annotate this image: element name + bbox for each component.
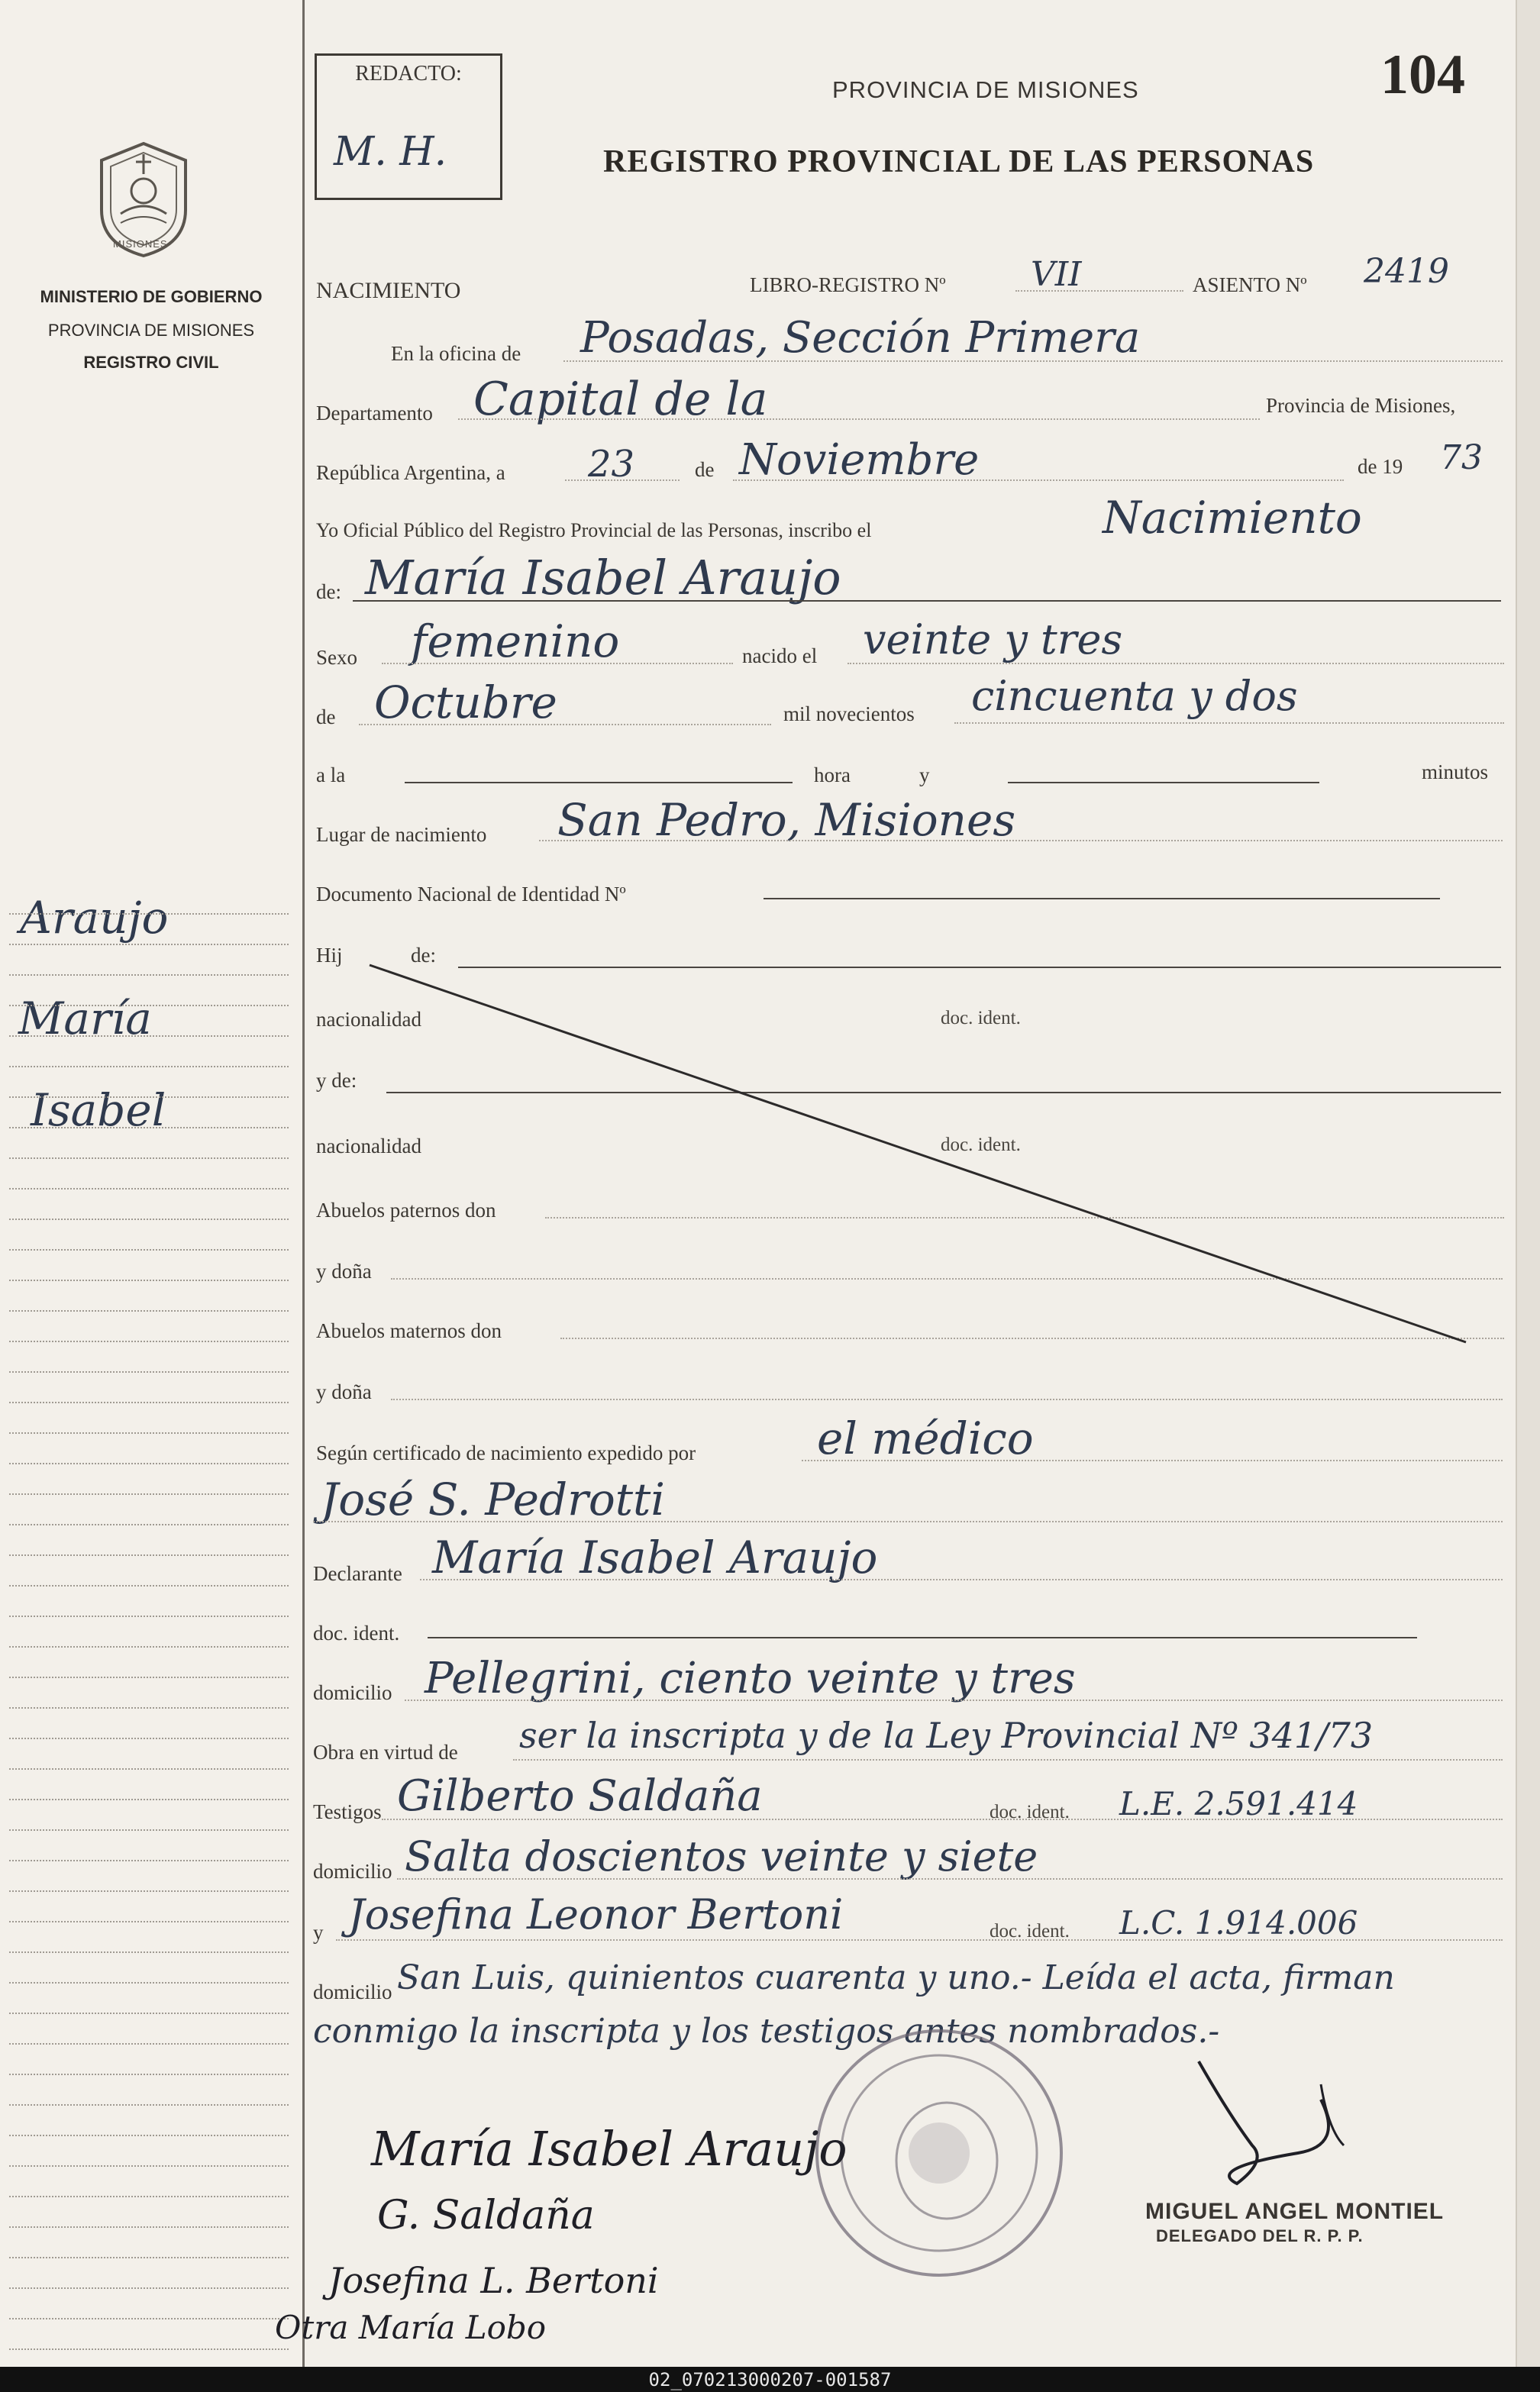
margin-rule [9, 1066, 289, 1067]
name-de-label: de: [316, 580, 341, 603]
declarante-value: María Isabel Araujo [432, 1532, 878, 1583]
hora-label: hora [814, 763, 851, 786]
record-type-label: NACIMIENTO [316, 278, 461, 303]
doc-ident-t1-label: doc. ident. [990, 1802, 1070, 1822]
act-type-value: Nacimiento [1103, 492, 1362, 544]
medico-value: José S. Pedrotti [321, 1474, 665, 1525]
official-name: MIGUEL ANGEL MONTIEL [1145, 2199, 1445, 2224]
asiento-value: 2419 [1364, 252, 1449, 291]
margin-rule [9, 1829, 289, 1831]
domicilio-label: domicilio [313, 1681, 392, 1704]
redacto-box [315, 53, 502, 200]
image-id-label: 02_070213000207-001587 [648, 2369, 892, 2390]
obra-underline [513, 1759, 1503, 1761]
margin-rule [9, 2135, 289, 2136]
page-title: REGISTRO PROVINCIAL DE LAS PERSONAS [603, 144, 1315, 179]
birth-month-de-label: de [316, 705, 336, 728]
margin-rule [9, 1890, 289, 1892]
testigos-label: Testigos [313, 1800, 382, 1823]
domicilio-t2-value: San Luis, quinientos cuarenta y uno.- Leída el acta, firman conmigo la inscripta y los testigos antes nombrados.- [313, 1958, 1395, 2051]
republica-label: República Argentina, a [316, 461, 505, 484]
redacto-label: REDACTO: [355, 62, 462, 86]
doc-t2-value: L.C. 1.914.006 [1119, 1904, 1358, 1942]
margin-rule [9, 1707, 289, 1709]
lugar-underline [539, 840, 1503, 841]
testigo2-underline [336, 1939, 1503, 1941]
margin-rule [9, 1249, 289, 1251]
margin-rule [9, 1768, 289, 1770]
margin-rule [9, 1432, 289, 1434]
y-dona-label: y doña [316, 1260, 372, 1283]
doc-ident-declarante-line [428, 1637, 1417, 1638]
civil-registry-label: REGISTRO CIVIL [83, 353, 219, 372]
y-dona2-label: y doña [316, 1380, 372, 1403]
dni-line [764, 898, 1440, 899]
nacionalidad2-label: nacionalidad [316, 1135, 421, 1157]
doc-ident-declarante-label: doc. ident. [313, 1622, 400, 1645]
page-edge [1516, 0, 1540, 2367]
month-underline [733, 479, 1344, 481]
seal-label: MISIONES [113, 238, 168, 250]
abuelos-paternos-label: Abuelos paternos don [316, 1199, 496, 1222]
margin-rule [9, 2226, 289, 2228]
y-dona2-line [391, 1399, 1503, 1400]
margin-rule [9, 1646, 289, 1648]
margin-rule [9, 1005, 289, 1006]
doc-ident2-label: doc. ident. [941, 1135, 1021, 1155]
sexo-underline [382, 663, 733, 664]
margin-rule [9, 2257, 289, 2258]
doc-ident-t2-label: doc. ident. [990, 1921, 1070, 1942]
departamento-underline [458, 418, 1260, 420]
margin-rule [9, 1219, 289, 1220]
header-province: PROVINCIA DE MISIONES [832, 76, 1139, 103]
mil-novecientos-label: mil novecientos [783, 702, 915, 725]
margin-rule [9, 2165, 289, 2167]
margin-annotation-surname: Araujo [20, 892, 169, 944]
libro-value: VII [1031, 255, 1082, 294]
hij-label: Hij [316, 944, 343, 967]
day-value: 23 [588, 443, 635, 486]
month-de-label: de [695, 458, 715, 481]
year-value: 73 [1440, 438, 1483, 477]
full-name-value: María Isabel Araujo [365, 550, 841, 605]
margin-rule [9, 1677, 289, 1678]
margin-rule [9, 913, 289, 915]
obra-value: ser la inscripta y de la Ley Provincial Nº 341/73 [519, 1715, 1374, 1756]
signature-testigo2: Josefina L. Bertoni [328, 2260, 659, 2301]
birth-year-underline [954, 722, 1504, 724]
a-la-label: a la [316, 763, 346, 786]
margin-rule [9, 1402, 289, 1403]
y-t2-label: y [313, 1921, 324, 1944]
margin-rule [9, 1310, 289, 1312]
margin-rule [9, 2196, 289, 2197]
minutos-label: minutos [1422, 760, 1489, 783]
image-id-bar [0, 2367, 1540, 2392]
dni-label: Documento Nacional de Identidad Nº [316, 883, 626, 905]
margin-rule [9, 2074, 289, 2075]
oficial-label: Yo Oficial Público del Registro Provincial de las Personas, inscribo el [316, 519, 872, 541]
margin-rule [9, 1280, 289, 1281]
margin-rule [9, 1554, 289, 1556]
margin-rule [9, 1921, 289, 1922]
departamento-value: Capital de la [473, 373, 768, 426]
oficina-underline [563, 360, 1503, 362]
asiento-label: ASIENTO Nº [1193, 273, 1307, 296]
margin-rule [9, 2104, 289, 2106]
testigo1-value: Gilberto Saldaña [397, 1771, 763, 1821]
minutos-line [1008, 782, 1319, 783]
official-title: DELEGADO DEL R. P. P. [1156, 2226, 1364, 2245]
doc-ident-label: doc. ident. [941, 1008, 1021, 1028]
signature-extra: Otra María Lobo [275, 2309, 547, 2346]
sexo-label: Sexo [316, 646, 357, 669]
domicilio-t2-label: domicilio [313, 1980, 392, 2003]
margin-rule [9, 2013, 289, 2014]
margin-rule [9, 1982, 289, 1984]
margin-rule [9, 1096, 289, 1098]
testigo2-value: Josefina Leonor Bertoni [348, 1890, 844, 1938]
margin-rule [9, 1493, 289, 1495]
ministry-label: MINISTERIO DE GOBIERNO [40, 287, 263, 306]
medico-underline [313, 1521, 1503, 1522]
nacido-label: nacido el [742, 644, 818, 667]
signature-inscripta: María Isabel Araujo [371, 2121, 847, 2177]
margin-rule [9, 1157, 289, 1159]
lugar-label: Lugar de nacimiento [316, 823, 487, 846]
domicilio-underline [405, 1700, 1503, 1701]
obra-label: Obra en virtud de [313, 1741, 458, 1764]
margin-rule [9, 1524, 289, 1525]
oficina-label: En la oficina de [391, 342, 521, 365]
domicilio-t1-value: Salta doscientos veinte y siete [405, 1832, 1038, 1880]
doc-t1-value: L.E. 2.591.414 [1119, 1785, 1358, 1822]
margin-rule [9, 974, 289, 976]
y-minutos-label: y [919, 763, 930, 786]
provincia-label: Provincia de Misiones, [1266, 394, 1456, 417]
y-de-label: y de: [316, 1069, 357, 1092]
cancellation-stroke [366, 954, 1481, 1351]
margin-rule [9, 1585, 289, 1587]
sexo-value: femenino [411, 615, 620, 667]
hora-line [405, 782, 793, 783]
margin-rule [9, 1799, 289, 1800]
segun-label: Según certificado de nacimiento expedido por [316, 1441, 696, 1464]
hij-de-label: de: [411, 944, 436, 967]
margin-rule [9, 1860, 289, 1861]
day-underline [565, 479, 680, 481]
margin-rule [9, 1463, 289, 1464]
oficina-value: Posadas, Sección Primera [580, 313, 1141, 363]
margin-rule [9, 1738, 289, 1739]
margin-rule [9, 2287, 289, 2289]
testigo1-underline [382, 1819, 1503, 1820]
margin-rule [9, 2043, 289, 2045]
margin-rule [9, 2348, 289, 2350]
margin-rule [9, 1188, 289, 1190]
margin-annotation-name2: Isabel [31, 1084, 166, 1136]
declarante-underline [420, 1579, 1503, 1580]
margin-rule [9, 944, 289, 945]
lugar-value: San Pedro, Misiones [557, 794, 1016, 846]
margin-rule [9, 1127, 289, 1128]
margin-column [0, 0, 305, 2367]
official-signature [1145, 2054, 1512, 2206]
margin-rule [9, 1951, 289, 1953]
signature-testigo1: G. Saldaña [377, 2193, 595, 2239]
margin-rule [9, 1341, 289, 1342]
margin-annotation-name1: María [18, 993, 152, 1044]
birth-month-underline [359, 724, 771, 725]
declarante-label: Declarante [313, 1562, 402, 1585]
domicilio-t1-label: domicilio [313, 1860, 392, 1883]
segun-value: el médico [817, 1412, 1034, 1464]
margin-rule [9, 1371, 289, 1373]
nacido-value: veinte y tres [863, 615, 1123, 663]
month-value: Noviembre [739, 435, 980, 485]
libro-label: LIBRO-REGISTRO Nº [750, 273, 946, 296]
margin-rule [9, 1616, 289, 1617]
margin-rule [9, 1035, 289, 1037]
nacido-underline [847, 663, 1504, 664]
domicilio-value: Pellegrini, ciento veinte y tres [425, 1654, 1076, 1703]
name-underline [353, 600, 1501, 602]
birth-month-value: Octubre [374, 676, 557, 728]
folio-number: 104 [1380, 44, 1465, 106]
redacto-value: M. H. [334, 129, 447, 175]
libro-underline [1015, 290, 1183, 292]
segun-underline [802, 1460, 1503, 1461]
nacionalidad-label: nacionalidad [316, 1008, 421, 1031]
province-label: PROVINCIA DE MISIONES [47, 321, 255, 340]
year-de19-label: de 19 [1358, 455, 1403, 478]
domicilio-t1-underline [397, 1878, 1503, 1880]
birth-year-value: cincuenta y dos [971, 672, 1298, 720]
abuelos-maternos-label: Abuelos maternos don [316, 1319, 502, 1342]
departamento-label: Departamento [316, 402, 433, 424]
margin-rule [9, 2318, 289, 2319]
